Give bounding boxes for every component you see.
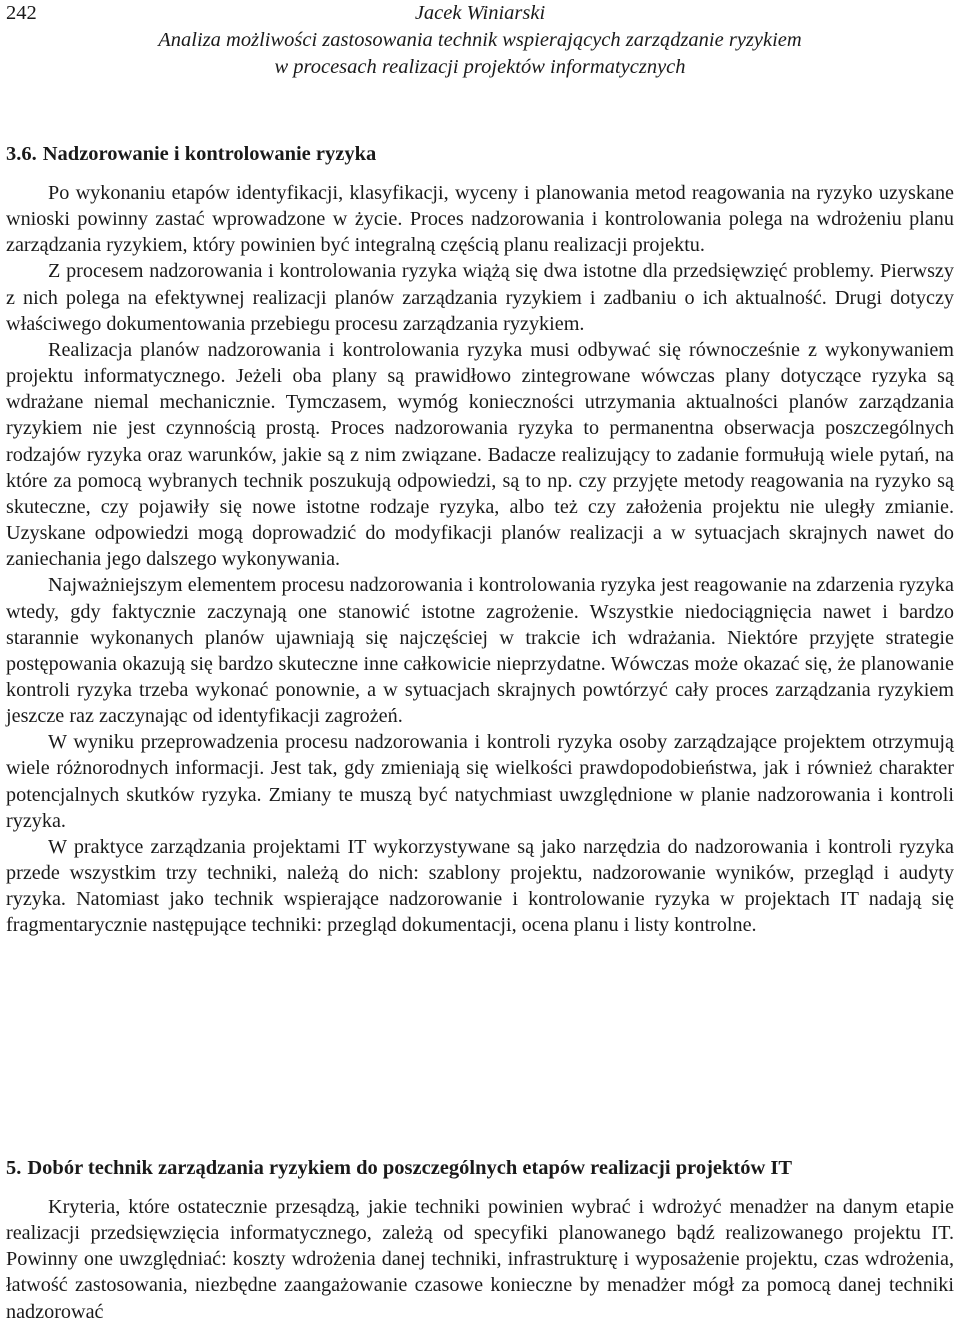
section-5-number: 5.	[6, 1157, 22, 1179]
section-5-heading	[6, 1155, 792, 1181]
section-3-6-title: Nadzorowanie i kontrolowanie ryzyka	[42, 143, 377, 165]
paragraph: Realizacja planów nadzorowania i kontrolowania ryzyka musi odbywać się równocześnie z wykonywaniem projektu informatycznego. Jeżeli oba plany są prawidłowo zintegrowane wówczas plany dotyczące ryzyka są wdrażane niemal mechanicznie. Tymczasem, wymóg konieczności utrzymania aktualności planów zarządzania ryzykiem nie jest czynnością prostą. Proces nadzorowania ryzyka to permanentna obserwacja poszczególnych rodzajów ryzyka oraz warunków, jakie są z nim związane. Badacze realizujący to zadanie formułują wiele pytań, na które za pomocą wybranych technik poszukują odpowiedzi, są to np. czy przyjęte metody reagowania na ryzyko są skuteczne, czy pojawiły się nowe istotne rodzaje ryzyka, albo też czy założenia projektu nie uległy zmianie. Uzyskane odpowiedzi mogą doprowadzić do modyfikacji planów realizacji a w sytuacjach skrajnych nawet do zaniechania jego dalszego wykonywania.	[6, 338, 954, 571]
section-3-6-number: 3.6.	[6, 143, 37, 165]
paragraph: W praktyce zarządzania projektami IT wykorzystywane są jako narzędzia do nadzorowania i kontroli ryzyka przede wszystkim trzy techniki, należą do nich: szablony projektu, nadzorowanie wyników, przegląd i audyty ryzyka. Natomiast jako technik wspierające nadzorowanie i kontrolowanie ryzyka w projektach IT nadają się fragmentarycznie następujące techniki: przegląd dokumentacji, ocena planu i listy kontrolne.	[6, 835, 954, 937]
header-author: Jacek Winiarski	[414, 2, 546, 24]
paragraph: Kryteria, które ostatecznie przesądzą, jakie techniki powinien wybrać i wdrożyć menadżer na danym etapie realizacji przedsięwzięcia informatycznego, zależą od specyfiki planowanego bądź realizowanego projektu IT. Powinny one uwzględniać: koszty wdrożenia danej techniki, infrastrukturę i wyposażenie projektu, czas wdrożenia, łatwość zastosowania, niezbędne zaangażowanie czasowe konieczne by menadżer mógł za pomocą danej techniki nadzorować	[6, 1196, 954, 1323]
header-text	[6, 0, 954, 81]
header-title-line-2: w procesach realizacji projektów informatycznych	[274, 56, 686, 78]
section-3-6-heading	[6, 141, 376, 167]
paragraph: Najważniejszym elementem procesu nadzorowania i kontrolowania ryzyka jest reagowanie na zdarzenia ryzyka wtedy, gdy faktycznie zaczynają one stanowić istotne zagrożenie. Wszystkie niedociągnięcia nawet i bardzo starannie wykonanych planów ujawniają się najczęściej w trakcie ich wdrażania. Niektóre przyjęte strategie postępowania okazują się bardzo skuteczne inne całkowicie nieprzydatne. Wówczas może okazać się, że planowanie kontroli ryzyka trzeba wykonać ponownie, a w sytuacjach skrajnych powtórzyć cały proces zarządzania ryzykiem jeszcze raz zaczynając od identyfikacji zagrożeń.	[6, 574, 954, 728]
header-title-line-1: Analiza możliwości zastosowania technik wspierających zarządzanie ryzykiem	[158, 29, 802, 51]
section-5-title: Dobór technik zarządzania ryzykiem do poszczególnych etapów realizacji projektów IT	[27, 1157, 793, 1179]
section-3-6-body	[6, 180, 954, 939]
paragraph: Po wykonaniu etapów identyfikacji, klasyfikacji, wyceny i planowania metod reagowania na ryzyko uzyskane wnioski powinny zastać wprowadzone w życie. Proces nadzorowania i kontrolowania polega na wdrożeniu planu zarządzania ryzykiem, który powinien być integralną częścią planu realizacji projektu.	[6, 182, 954, 257]
page-number: 242	[6, 2, 37, 24]
paragraph: Z procesem nadzorowania i kontrolowania ryzyka wiążą się dwa istotne dla przedsięwzięć problemy. Pierwszy z nich polega na efektywnej realizacji planów zarządzania ryzykiem i zadbaniu o ich aktualność. Drugi dotyczy właściwego dokumentowania przebiegu procesu zarządzania ryzykiem.	[6, 260, 954, 335]
document-page	[6, 0, 954, 1323]
paragraph: W wyniku przeprowadzenia procesu nadzorowania i kontroli ryzyka osoby zarządzające projektem otrzymują wiele różnorodnych informacji. Jest tak, gdy zmieniają się wielkości prawdopodobieństwa, jak i również charakter potencjalnych skutków ryzyka. Zmiany te muszą być natychmiast uwzględnione w planie nadzorowania i kontroli ryzyka.	[6, 731, 954, 832]
running-header	[6, 0, 954, 84]
section-5-body	[6, 1194, 954, 1325]
